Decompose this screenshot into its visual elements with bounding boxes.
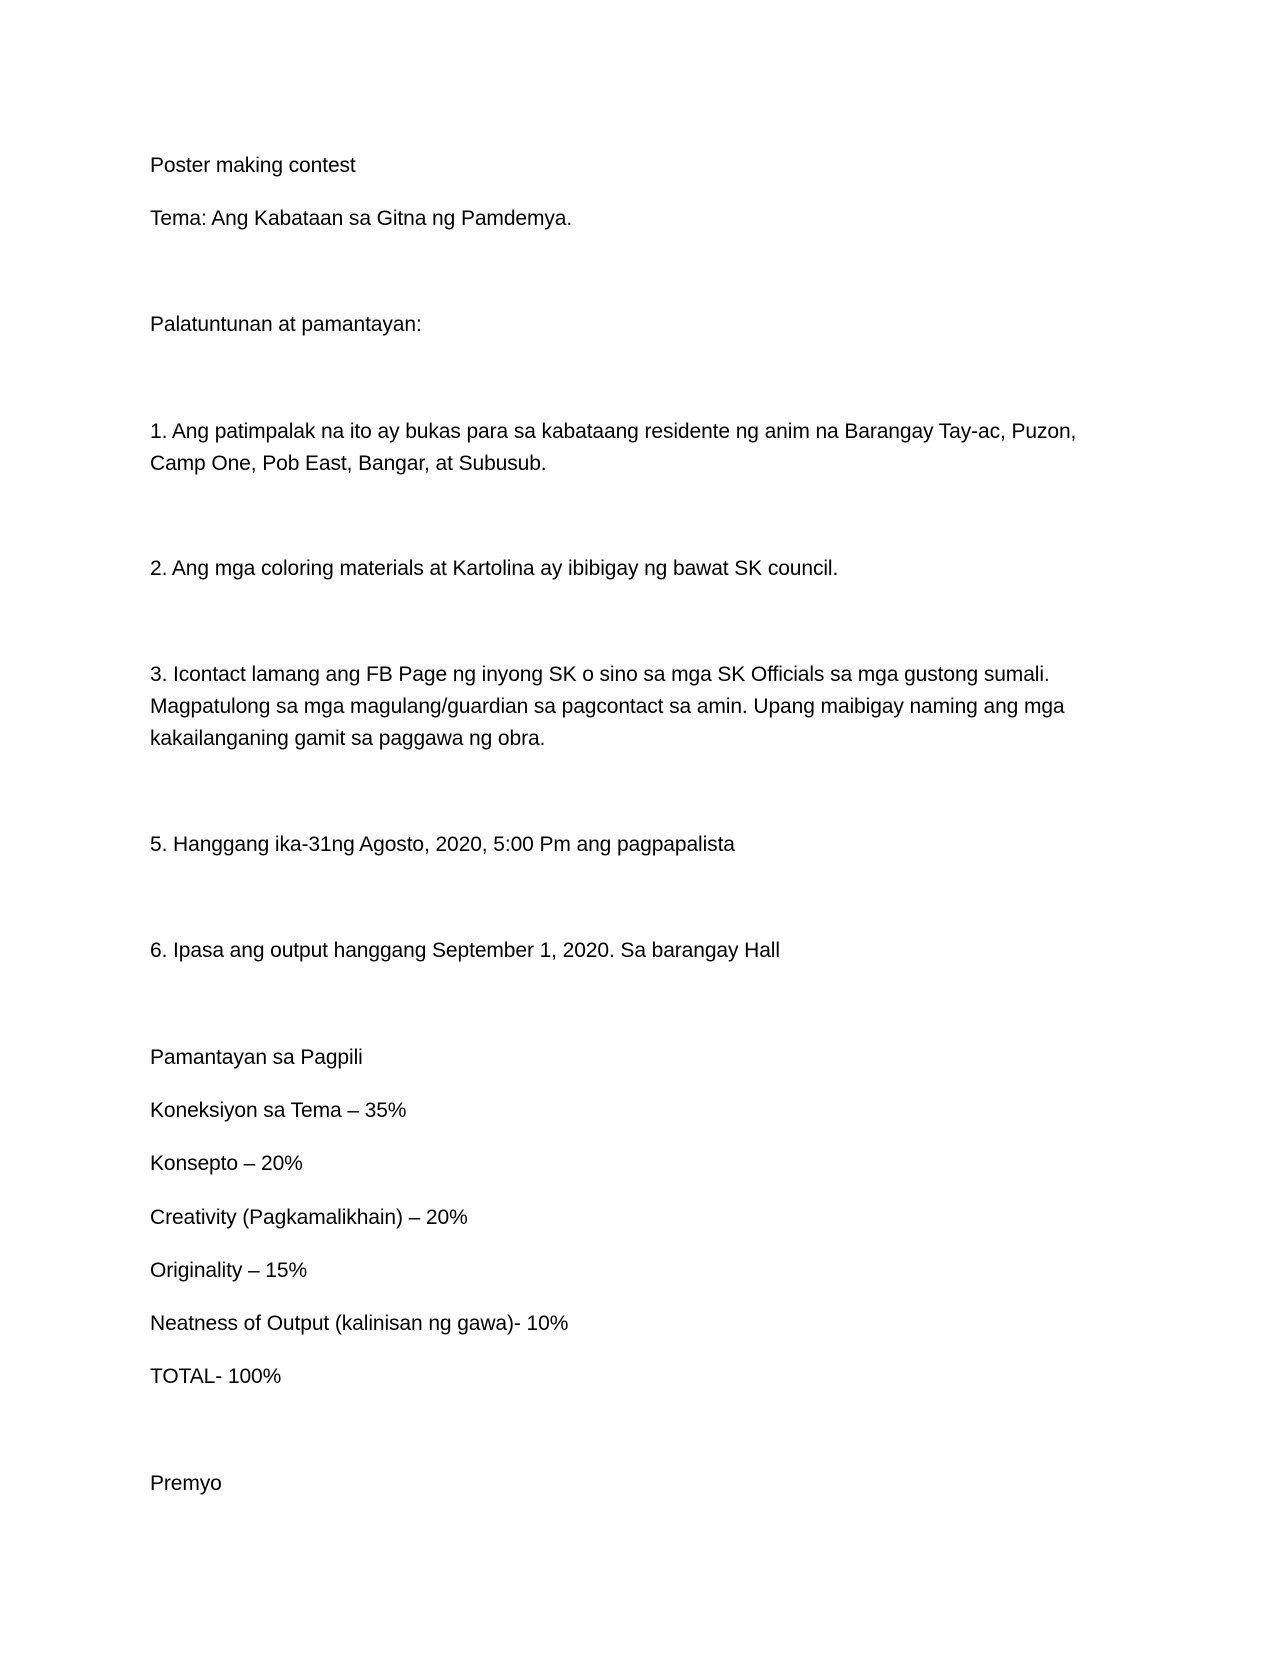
rule-item: 2. Ang mga coloring materials at Kartolina ay ibibigay ng bawat SK council. xyxy=(150,557,839,580)
prize-heading: Premyo xyxy=(150,1472,222,1495)
rule-item: 5. Hanggang ika-31ng Agosto, 2020, 5:00 Pm ang pagpapalista xyxy=(150,833,735,856)
rule-item: 3. Icontact lamang ang FB Page ng inyong SK o sino sa mga SK Officials sa mga gustong sumali. Magpatulong sa mga magulang/guardian sa pagcontact sa amin. Upang maibigay naming ang mga kakailanganing gamit sa paggawa ng obra. xyxy=(150,663,1065,750)
rules-heading: Palatuntunan at pamantayan: xyxy=(150,313,422,336)
rule-item: 1. Ang patimpalak na ito ay bukas para sa kabataang residente ng anim na Barangay Tay-ac, Puzon, Camp One, Pob East, Bangar, at Subusub. xyxy=(150,420,1077,475)
rule-item: 6. Ipasa ang output hanggang September 1, 2020. Sa barangay Hall xyxy=(150,939,780,962)
criteria-item: Creativity (Pagkamalikhain) – 20% xyxy=(150,1206,468,1229)
criteria-heading: Pamantayan sa Pagpili xyxy=(150,1046,363,1069)
theme-line: Tema: Ang Kabataan sa Gitna ng Pamdemya. xyxy=(150,207,573,230)
criteria-item: Neatness of Output (kalinisan ng gawa)- 10% xyxy=(150,1312,569,1335)
criteria-item: Originality – 15% xyxy=(150,1259,308,1282)
criteria-item: Konsepto – 20% xyxy=(150,1152,303,1175)
criteria-total: TOTAL- 100% xyxy=(150,1365,282,1388)
criteria-item: Koneksiyon sa Tema – 35% xyxy=(150,1099,407,1122)
document-title: Poster making contest xyxy=(150,154,356,177)
